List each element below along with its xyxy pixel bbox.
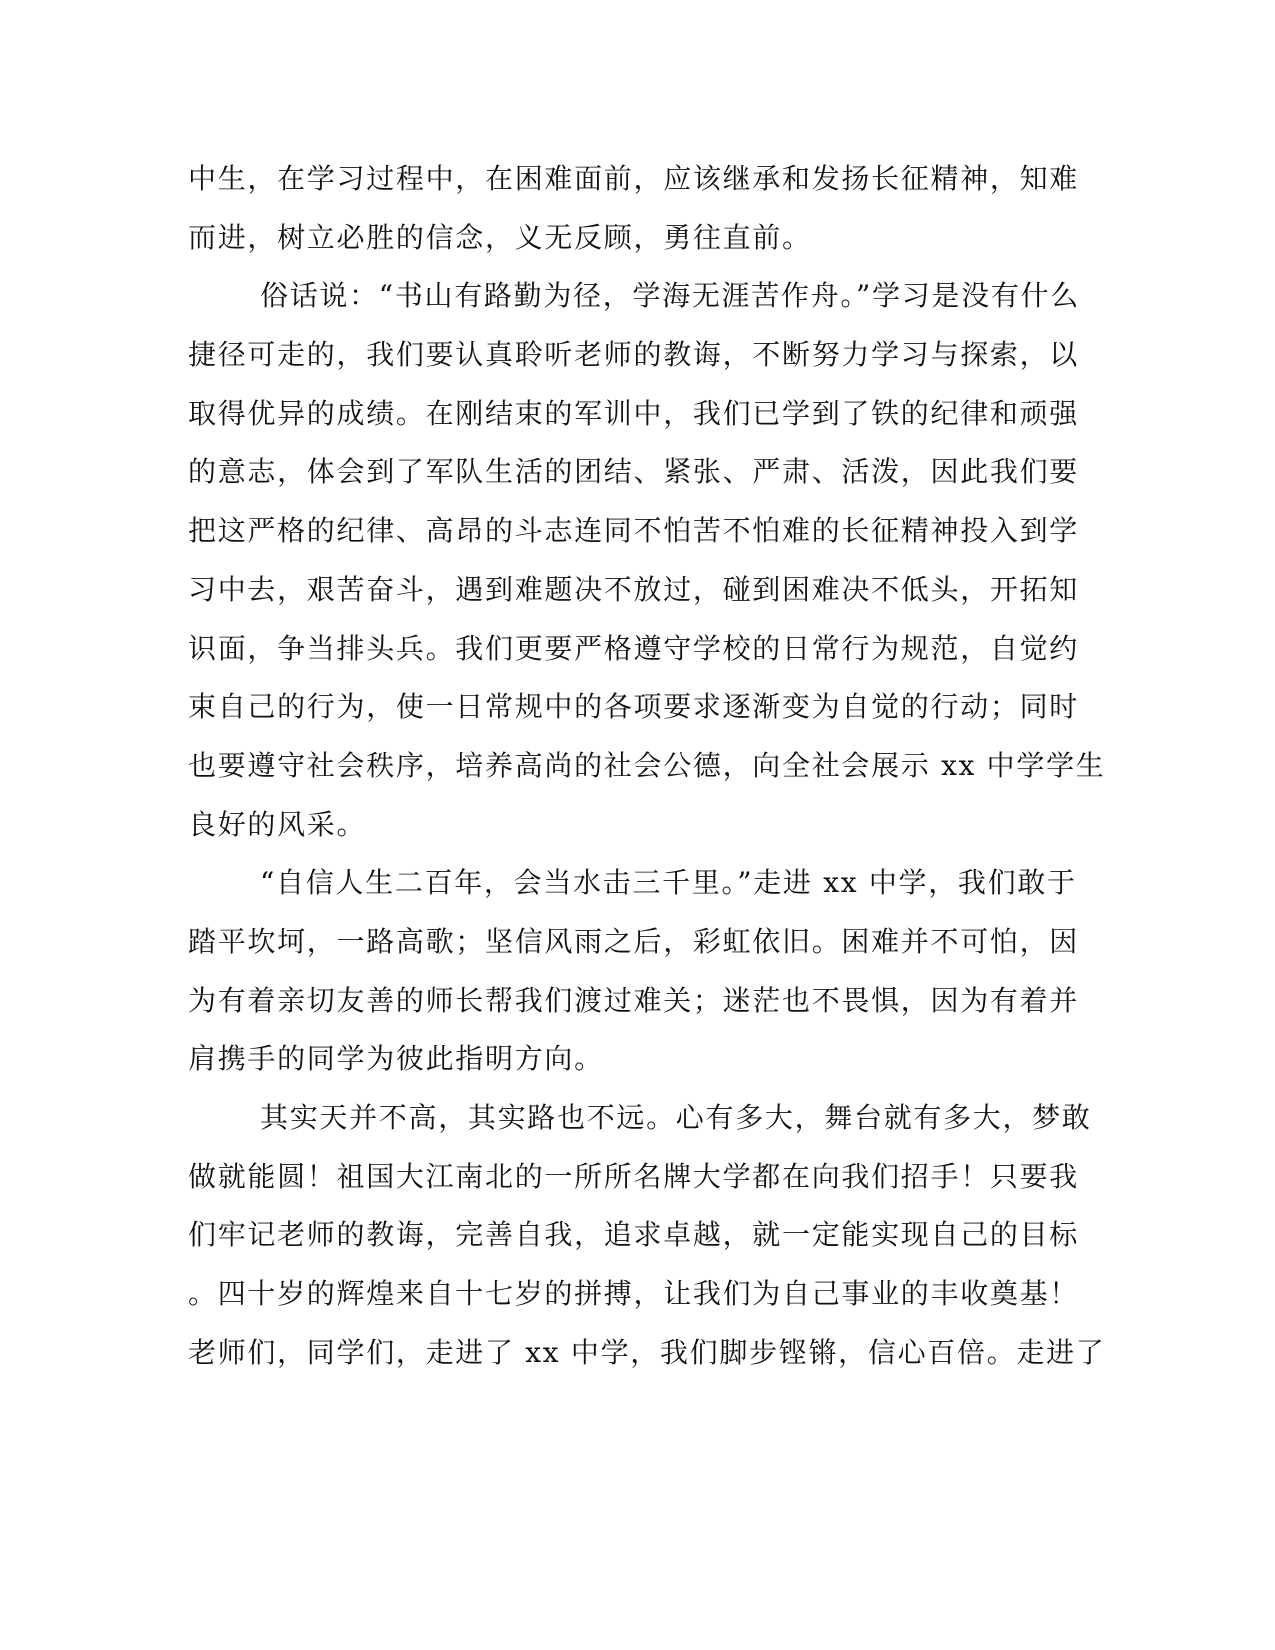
text-line: 而进，树立必胜的信念，义无反顾，勇往直前。: [188, 220, 812, 254]
text-line: 捷径可走的，我们要认真聆听老师的教诲，不断努力学习与探索，以: [188, 338, 1080, 372]
text-line: 的意志，体会到了军队生活的团结、紧张、严肃、活泼，因此我们要: [188, 455, 1080, 489]
text-line: 习中去，艰苦奋斗，遇到难题决不放过，碰到困难决不低头，开拓知: [188, 572, 1080, 606]
text-line: 做就能圆！祖国大江南北的一所所名牌大学都在向我们招手！只要我: [188, 1159, 1080, 1193]
text-line: 肩携手的同学为彼此指明方向。: [188, 1042, 604, 1076]
text-line: 也要遵守社会秩序，培养高尚的社会公德，向全社会展示 xx 中学学生: [188, 748, 1106, 782]
text-line: 把这严格的纪律、高昂的斗志连同不怕苦不怕难的长征精神投入到学: [188, 514, 1080, 548]
text-line: 们牢记老师的教诲，完善自我，追求卓越，就一定能实现自己的目标: [188, 1218, 1080, 1252]
text-line: 束自己的行为，使一日常规中的各项要求逐渐变为自觉的行动；同时: [188, 690, 1080, 724]
text-line: 老师们，同学们，走进了 xx 中学，我们脚步铿锵，信心百倍。走进了: [188, 1335, 1106, 1369]
text-line: 踏平坎坷，一路高歌；坚信风雨之后，彩虹依旧。困难并不可怕，因: [188, 924, 1080, 958]
text-line: 。四十岁的辉煌来自十七岁的拼搏，让我们为自己事业的丰收奠基！: [188, 1277, 1080, 1311]
text-line: 中生，在学习过程中，在困难面前，应该继承和发扬长征精神，知难: [188, 162, 1080, 195]
text-line: 识面，争当排头兵。我们更要严格遵守学校的日常行为规范，自觉约: [188, 631, 1080, 665]
body-text: [188, 150, 1106, 1382]
text-line: 为有着亲切友善的师长帮我们渡过难关；迷茫也不畏惧，因为有着并: [188, 983, 1080, 1017]
paragraph-start-line: “自信人生二百年，会当水击三千里。”走进 xx 中学，我们敢于: [260, 866, 1077, 900]
paragraph-start-line: 其实天并不高，其实路也不远。心有多大，舞台就有多大，梦敢: [260, 1101, 1092, 1134]
paragraph-start-line: 俗话说：“书山有路勤为径，学海无涯苦作舟。”学习是没有什么: [260, 279, 1080, 313]
text-line: 良好的风采。: [188, 807, 367, 841]
text-line: 取得优异的成绩。在刚结束的军训中，我们已学到了铁的纪律和顽强: [188, 396, 1080, 430]
